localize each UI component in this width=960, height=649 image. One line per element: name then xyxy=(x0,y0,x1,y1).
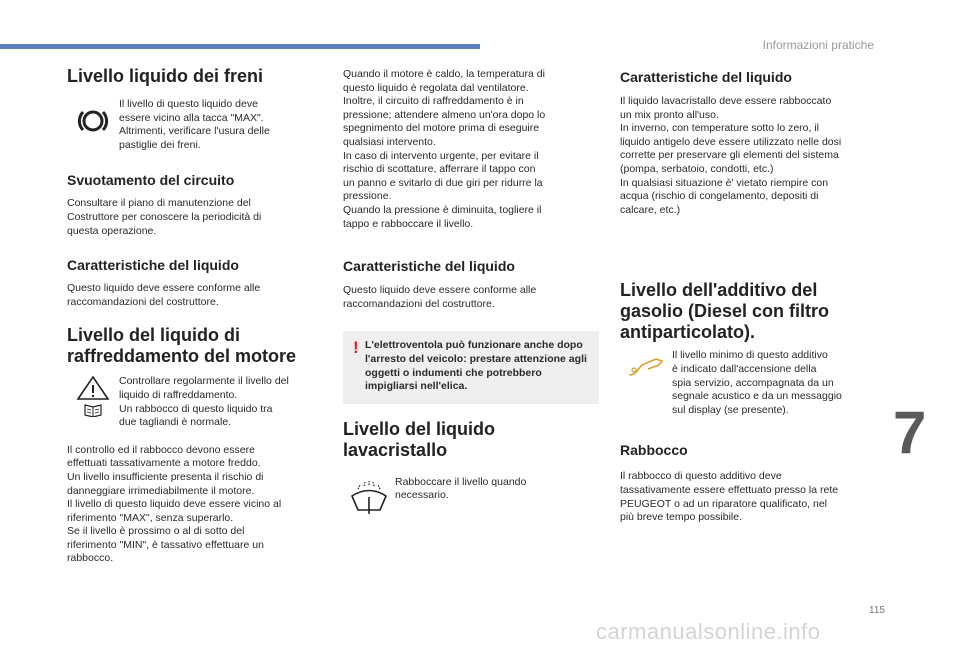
column-3 xyxy=(620,60,878,525)
washer-block xyxy=(343,476,599,516)
hot-warning-manual-icon xyxy=(67,375,119,417)
fluid-specs-text-2: Questo liquido deve essere conforme alle raccomandazioni del costruttore. xyxy=(343,284,537,310)
fluid-specs-text: Questo liquido deve essere conforme alle raccomandazioni del costruttore. xyxy=(67,282,261,308)
windscreen-washer-icon xyxy=(343,476,395,516)
fluid-specs-title: Caratteristiche del liquido xyxy=(67,257,239,274)
washer-fluid-specs-text: Il liquido lavacristallo deve essere rabboccato un mix pronto all'uso. In inverno, con temperature sotto lo zero, il liquido antigelo deve essere utilizzato nelle dosi corrette per preservare gli elementi del sistema (pompa, serbatoio, condotti, etc.) In qualsiasi situazione è' vietato riempire con acqua (rischio di congelamento, depositi di calcare, etc.) xyxy=(620,95,842,216)
column-2 xyxy=(343,60,599,516)
page-number: 115 xyxy=(869,605,885,616)
diesel-additive-block xyxy=(620,349,878,417)
washer-text: Rabboccare il livello quando necessario. xyxy=(395,475,527,502)
washer-fluid-specs-title: Caratteristiche del liquido xyxy=(620,69,792,85)
circuit-drain-text: Consultare il piano di manutenzione del Costruttore per conoscere la periodicità di questa operazione. xyxy=(67,197,262,237)
coolant-check-block xyxy=(67,375,323,429)
watermark: carmanualsonline.info xyxy=(596,619,821,644)
brake-warning-icon xyxy=(67,98,119,134)
warning-mark-icon: ! xyxy=(353,338,359,358)
coolant-check-text: Controllare regolarmente il livello del liquido di raffreddamento. Un rabbocco di questo liquido tra due tagliandi è normale. xyxy=(119,375,289,429)
section-header-title: Informazioni pratiche xyxy=(762,38,874,52)
topup-text: Il rabbocco di questo additivo deve tassativamente essere effettuato presso la rete PEUGEOT o ad un riparatore qualificato, nel più breve tempo possibile. xyxy=(620,470,839,524)
fuel-additive-icon xyxy=(620,349,672,379)
coolant-instructions-text: Il controllo ed il rabbocco devono essere effettuati tassativamente a motore freddo. Un livello insufficiente presenta il rischio di danneggiare irrimediabilmente il motore. Il livello di questo liquido deve essere vicino al riferimento "MAX", senza superarlo. Se il livello è prossimo o al di sotto del riferimento "MIN", è tassativo effettuare un rabbocco. xyxy=(67,443,282,565)
fan-warning-text: L'elettroventola può funzionare anche dopo l'arresto del veicolo: prestare attenzione agli oggetti o indumenti che potrebbero impigliarsi nell'elica. xyxy=(365,339,587,393)
brake-fluid-text: Il livello di questo liquido deve essere vicino alla tacca "MAX". Altrimenti, verificare l'usura delle pastiglie dei freni. xyxy=(119,98,270,151)
chapter-number: 7 xyxy=(893,399,927,466)
brake-fluid-title: Livello liquido dei freni xyxy=(67,66,264,86)
header-accent-bar xyxy=(0,44,480,49)
brake-fluid-block xyxy=(67,98,323,152)
fan-warning-box xyxy=(343,331,599,403)
washer-level-title: Livello del liquido lavacristallo xyxy=(343,418,496,460)
topup-title: Rabbocco xyxy=(620,442,688,459)
hot-engine-text: Quando il motore è caldo, la temperatura di questo liquido è regolata dal ventilatore. Inoltre, il circuito di raffreddamento è in pressione; attendere almeno un'ora dopo lo spegnimento del motore prima di eseguire qualsiasi intervento. In caso di intervento urgente, per evitare il rischio di scottature, afferrare il tappo con un panno e svitarlo di due giri per ridurre la pressione. Quando la pressione è diminuita, togliere il tappo e rabboccare il livello. xyxy=(343,68,546,230)
diesel-additive-title: Livello dell'additivo del gasolio (Diesel con filtro antiparticolato). xyxy=(620,280,830,343)
fluid-specs-title-2: Caratteristiche del liquido xyxy=(343,258,515,275)
coolant-level-title: Livello del liquido di raffreddamento del motore xyxy=(67,325,297,367)
diesel-additive-text: Il livello minimo di questo additivo è indicato dall'accensione della spia servizio, accompagnata da un segnale acustico e da un messaggio sul display (se presente). xyxy=(672,349,842,416)
circuit-drain-title: Svuotamento del circuito xyxy=(67,172,235,189)
column-1 xyxy=(67,60,323,566)
